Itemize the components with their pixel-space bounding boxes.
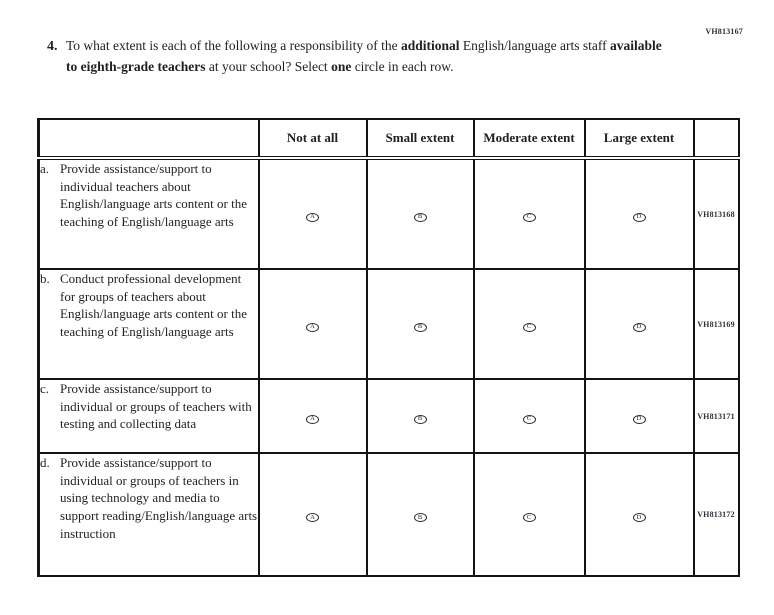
option-circle-c-row-b[interactable]: C bbox=[523, 323, 536, 332]
row-label-cell bbox=[39, 379, 259, 453]
response-table bbox=[37, 118, 740, 577]
option-circle-b-row-a[interactable]: B bbox=[414, 213, 427, 222]
row-item-code: VH813169 bbox=[694, 269, 739, 379]
option-circle-d-row-b[interactable]: D bbox=[633, 323, 646, 332]
option-circle-a-row-a[interactable]: A bbox=[306, 213, 319, 222]
option-circle-b-row-c[interactable]: B bbox=[414, 415, 427, 424]
option-cell bbox=[474, 453, 585, 576]
question-text-segment-5: one bbox=[331, 58, 352, 74]
table-row-d bbox=[39, 453, 739, 576]
option-circle-a-row-c[interactable]: A bbox=[306, 415, 319, 424]
option-cell bbox=[585, 158, 694, 269]
question-text-segment-2: English/language arts staff bbox=[459, 38, 610, 53]
option-cell bbox=[259, 158, 367, 269]
column-header-not-at-all: Not at all bbox=[259, 119, 367, 158]
column-header-small-extent: Small extent bbox=[367, 119, 474, 158]
option-circle-c-row-d[interactable]: C bbox=[523, 513, 536, 522]
option-circle-a-row-d[interactable]: A bbox=[306, 513, 319, 522]
table-row-a bbox=[39, 158, 739, 269]
option-cell bbox=[367, 379, 474, 453]
option-cell bbox=[259, 269, 367, 379]
table-body bbox=[39, 158, 739, 576]
option-cell bbox=[474, 379, 585, 453]
option-cell bbox=[367, 269, 474, 379]
row-label: Provide assistance/support to individual or groups of teachers in using technology and media to support reading/English/language arts instruction bbox=[60, 455, 258, 541]
row-item-code: VH813172 bbox=[694, 453, 739, 576]
option-cell bbox=[585, 269, 694, 379]
question-block bbox=[47, 36, 666, 78]
option-circle-b-row-b[interactable]: B bbox=[414, 323, 427, 332]
option-circle-d-row-c[interactable]: D bbox=[633, 415, 646, 424]
row-label-cell bbox=[39, 453, 259, 576]
row-letter: a. bbox=[40, 161, 50, 176]
row-label-cell bbox=[39, 269, 259, 379]
question-text-segment-1: additional bbox=[400, 38, 460, 53]
option-circle-c-row-a[interactable]: C bbox=[523, 213, 536, 222]
row-label: Conduct professional development for groups of teachers about English/language arts content or the teaching of English/language arts bbox=[60, 271, 248, 340]
option-cell bbox=[367, 453, 474, 576]
row-label-cell bbox=[39, 158, 259, 269]
column-header-moderate-extent: Moderate extent bbox=[474, 119, 585, 158]
option-cell bbox=[585, 453, 694, 576]
option-circle-d-row-d[interactable]: D bbox=[633, 513, 646, 522]
option-circle-b-row-d[interactable]: B bbox=[414, 513, 427, 522]
row-label: Provide assistance/support to individual teachers about English/language arts content or the teaching of English/language arts bbox=[60, 161, 248, 230]
option-cell bbox=[474, 158, 585, 269]
question-number: 4. bbox=[47, 39, 58, 54]
page-code: VH813167 bbox=[705, 27, 743, 36]
row-label-header bbox=[39, 119, 259, 158]
option-cell bbox=[585, 379, 694, 453]
question-text-segment-3: available to eighth-grade teachers bbox=[66, 38, 662, 74]
table-row-b bbox=[39, 269, 739, 379]
question-text-segment-6: circle in each row. bbox=[351, 58, 454, 74]
option-cell bbox=[474, 269, 585, 379]
table-row-c bbox=[39, 379, 739, 453]
option-cell bbox=[259, 379, 367, 453]
option-circle-c-row-c[interactable]: C bbox=[523, 415, 536, 424]
row-letter: d. bbox=[40, 455, 50, 470]
column-header-large-extent: Large extent bbox=[585, 119, 694, 158]
header-row bbox=[39, 119, 739, 158]
option-circle-a-row-b[interactable]: A bbox=[306, 323, 319, 332]
option-circle-d-row-a[interactable]: D bbox=[633, 213, 646, 222]
question-text-segment-0: To what extent is each of the following a responsibility of the bbox=[66, 38, 401, 53]
question-text bbox=[66, 36, 666, 78]
row-item-code: VH813171 bbox=[694, 379, 739, 453]
code-column-header bbox=[694, 119, 739, 158]
question-text-segment-4: at your school? Select bbox=[205, 58, 332, 74]
row-item-code: VH813168 bbox=[694, 158, 739, 269]
row-letter: b. bbox=[40, 271, 50, 286]
row-label: Provide assistance/support to individual or groups of teachers with testing and collecting data bbox=[60, 381, 252, 432]
option-cell bbox=[259, 453, 367, 576]
row-letter: c. bbox=[40, 381, 50, 396]
option-cell bbox=[367, 158, 474, 269]
